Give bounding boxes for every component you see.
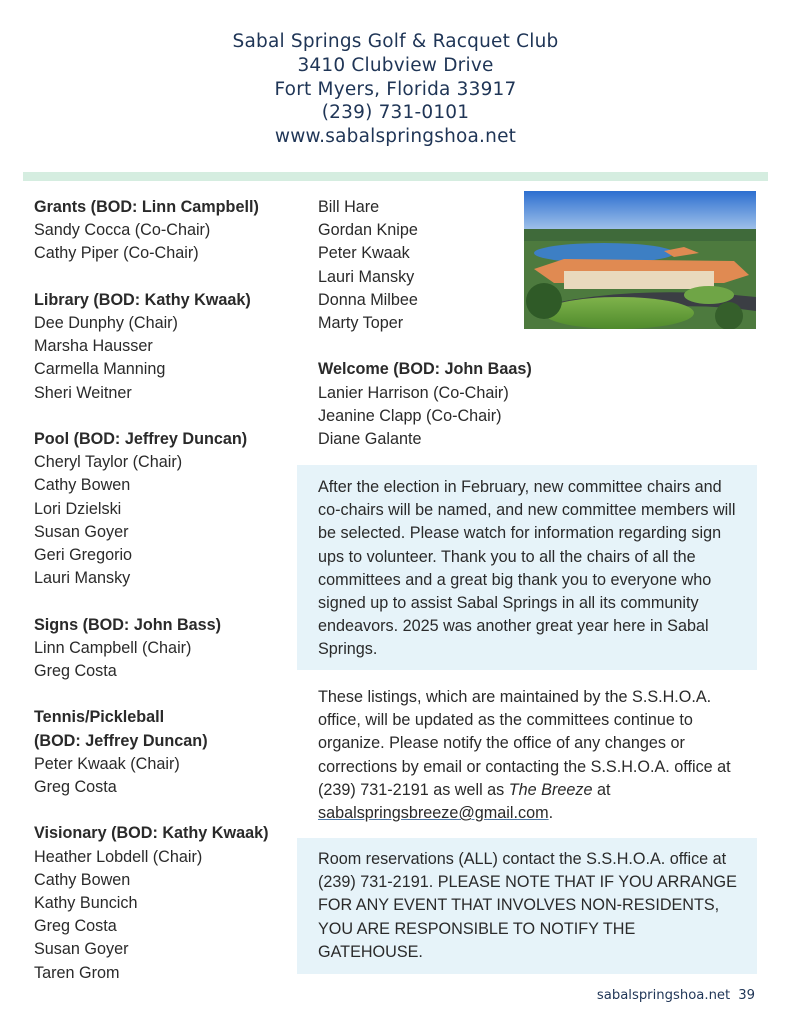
member: Lauri Mansky <box>318 267 415 286</box>
club-website[interactable]: www.sabalspringshoa.net <box>274 126 517 148</box>
committee-title: Signs (BOD: John Bass) <box>34 615 222 634</box>
member: Cathy Piper (Co-Chair) <box>34 244 199 263</box>
member: Gordan Knipe <box>318 221 418 240</box>
election-notice-text: After the election in February, new committee chairs and co-chairs will be named, and new committee members will be selected. Please watch for information regarding sign ups to volunteer. Thank you to all the chairs of all the committees and a great big thank you to everyone who signed up to assist Sabal Springs in all its community endeavors. 2025 was another great year here in Sabal Springs. <box>318 478 736 659</box>
listings-notice-text-end: . <box>548 804 554 823</box>
committee-welcome <box>318 358 532 451</box>
header-divider <box>23 172 768 181</box>
member: Cathy Bowen <box>34 870 131 889</box>
committee-title: Tennis/Pickleball <box>34 708 165 727</box>
footer-website[interactable]: sabalspringshoa.net <box>596 988 731 1003</box>
member: Marty Toper <box>318 314 404 333</box>
club-address: 3410 Clubview Drive <box>297 54 494 76</box>
room-reservations-notice <box>297 838 757 974</box>
member: Peter Kwaak (Chair) <box>34 754 180 773</box>
member: Lanier Harrison (Co-Chair) <box>318 383 509 402</box>
page-footer <box>597 988 755 1003</box>
middle-column <box>318 196 532 474</box>
member: Bill Hare <box>318 198 380 216</box>
listings-notice <box>318 686 758 825</box>
member: Lori Dzielski <box>34 499 122 518</box>
committee-pool <box>34 428 299 590</box>
club-city: Fort Myers, Florida 33917 <box>274 78 517 100</box>
member: Geri Gregorio <box>34 546 133 565</box>
member: Susan Goyer <box>34 940 129 959</box>
member: Linn Campbell (Chair) <box>34 638 192 657</box>
member: Peter Kwaak <box>318 244 410 263</box>
committee-continued <box>318 196 518 335</box>
member: Diane Galante <box>318 430 422 449</box>
breeze-email-link[interactable]: sabalspringsbreeze@gmail.com <box>318 804 549 823</box>
committee-title: Grants (BOD: Linn Campbell) <box>34 198 259 216</box>
member: Susan Goyer <box>34 522 129 541</box>
member: Greg Costa <box>34 917 117 936</box>
member: Greg Costa <box>34 662 117 681</box>
member: Cheryl Taylor (Chair) <box>34 453 183 472</box>
election-notice <box>297 465 757 670</box>
member: Donna Milbee <box>318 290 418 309</box>
committee-library <box>34 289 299 405</box>
left-column <box>34 196 299 1008</box>
page-number: 39 <box>738 988 755 1003</box>
room-reservations-text: Room reservations (ALL) contact the S.S.H.O.A. office at (239) 731-2191. PLEASE NOTE THAT IF YOU ARRANGE FOR ANY EVENT THAT INVOLVES NON-RESIDENTS, YOU ARE RESPONSIBLE TO NOTIFY THE GATEHOUSE. <box>318 850 737 961</box>
clubhouse-photo <box>524 191 756 329</box>
listings-notice-text: These listings, which are maintained by the S.S.H.O.A. office, will be updated as the committees continue to organize. Please notify the office of any changes or corrections by email or contacting the S.S.H.O.A. office at (239) 731-2191 as well as <box>318 688 731 799</box>
listings-notice-text-mid: at <box>592 780 611 799</box>
committee-visionary <box>34 822 299 984</box>
member: Lauri Mansky <box>34 569 131 588</box>
member: Sheri Weitner <box>34 383 132 402</box>
member: Taren Grom <box>34 963 120 982</box>
committee-title-bod: (BOD: Jeffrey Duncan) <box>34 731 208 750</box>
club-phone: (239) 731-0101 <box>321 102 470 124</box>
member: Dee Dunphy (Chair) <box>34 314 178 332</box>
member: Sandy Cocca (Co-Chair) <box>34 221 211 240</box>
clubhouse-aerial-image <box>524 191 756 329</box>
member: Kathy Buncich <box>34 894 138 913</box>
member: Cathy Bowen <box>34 476 131 495</box>
publication-name: The Breeze <box>508 780 593 799</box>
member: Jeanine Clapp (Co-Chair) <box>318 406 502 425</box>
member: Carmella Manning <box>34 360 166 379</box>
club-header <box>0 30 791 149</box>
committee-signs <box>34 614 299 684</box>
club-name: Sabal Springs Golf & Racquet Club <box>232 31 559 52</box>
committee-title: Welcome (BOD: John Baas) <box>318 360 532 379</box>
committee-tennis-pickleball <box>34 706 299 799</box>
member: Heather Lobdell (Chair) <box>34 847 203 866</box>
committee-title: Visionary (BOD: Kathy Kwaak) <box>34 824 269 843</box>
committee-title: Pool (BOD: Jeffrey Duncan) <box>34 430 248 448</box>
committee-grants <box>34 196 299 266</box>
committee-title: Library (BOD: Kathy Kwaak) <box>34 290 251 309</box>
member: Marsha Hausser <box>34 337 153 356</box>
member: Greg Costa <box>34 778 117 797</box>
